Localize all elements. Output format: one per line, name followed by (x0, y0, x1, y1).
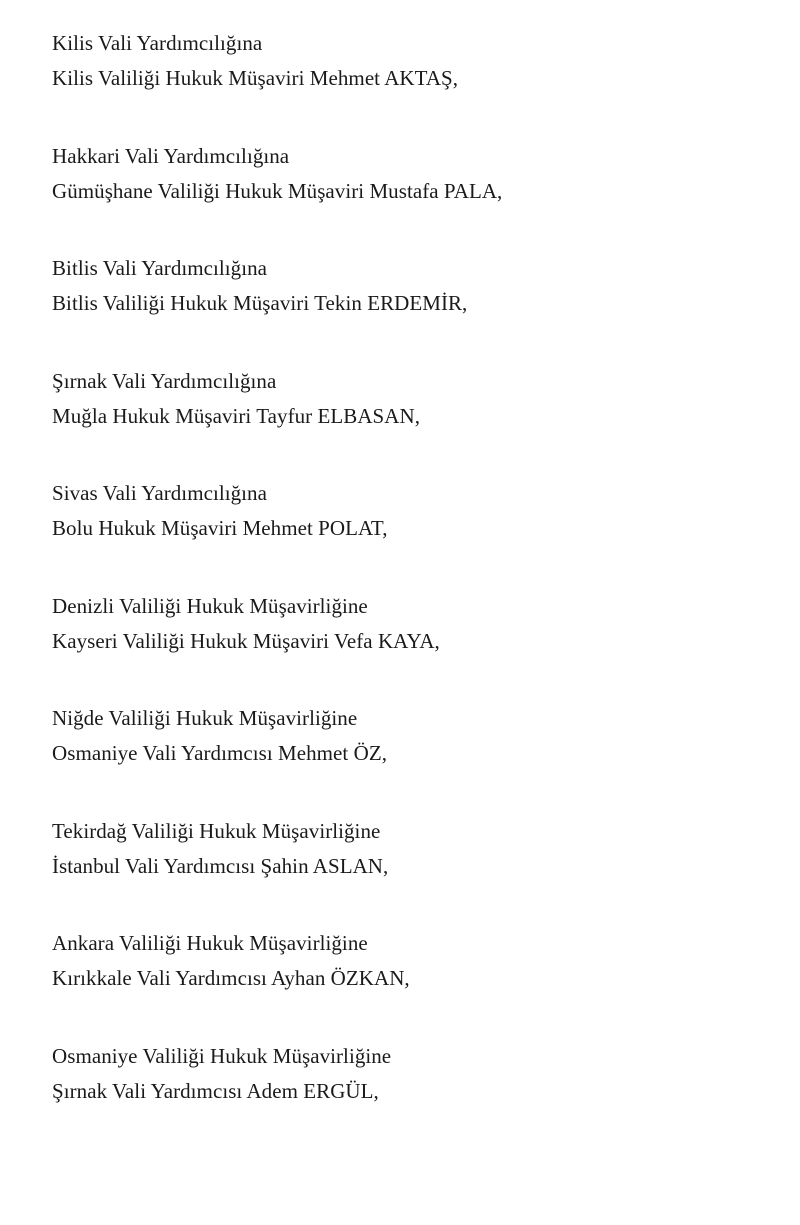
appointment-entry (52, 926, 772, 1039)
position-line: Hakkari Vali Yardımcılığına (52, 143, 290, 168)
appointment-entry (52, 26, 772, 139)
appointee-line: Kırıkkale Vali Yardımcısı Ayhan ÖZKAN, (52, 966, 410, 990)
position-line: Niğde Valiliği Hukuk Müşavirliğine (52, 706, 358, 730)
appointee-line: Kilis Valiliği Hukuk Müşaviri Mehmet AKTAŞ, (52, 66, 459, 90)
position-line: Osmaniye Valiliği Hukuk Müşavirliğine (52, 1043, 392, 1068)
appointment-entry (52, 1039, 772, 1152)
position-line: Sivas Vali Yardımcılığına (52, 481, 267, 505)
position-line: Tekirdağ Valiliği Hukuk Müşavirliğine (52, 818, 381, 843)
position-line: Ankara Valiliği Hukuk Müşavirliğine (52, 931, 368, 955)
appointment-entry (52, 589, 772, 702)
appointee-line: Muğla Hukuk Müşaviri Tayfur ELBASAN, (52, 403, 420, 428)
position-line: Bitlis Vali Yardımcılığına (52, 256, 268, 280)
position-line: Şırnak Vali Yardımcılığına (52, 368, 277, 393)
appointment-entry (52, 814, 772, 927)
appointment-entry (52, 701, 772, 814)
appointment-list (52, 26, 772, 1151)
appointee-line: Şırnak Vali Yardımcısı Adem ERGÜL, (52, 1078, 379, 1103)
appointment-entry (52, 251, 772, 364)
appointee-line: İstanbul Vali Yardımcısı Şahin ASLAN, (52, 853, 389, 878)
appointee-line: Bitlis Valiliği Hukuk Müşaviri Tekin ERDEMİR, (52, 291, 468, 315)
appointment-entry (52, 476, 772, 589)
appointee-line: Osmaniye Vali Yardımcısı Mehmet ÖZ, (52, 741, 388, 765)
appointee-line: Gümüşhane Valiliği Hukuk Müşaviri Mustafa PALA, (52, 178, 503, 203)
appointee-line: Kayseri Valiliği Hukuk Müşaviri Vefa KAYA, (52, 628, 440, 653)
appointment-entry (52, 364, 772, 477)
position-line: Denizli Valiliği Hukuk Müşavirliğine (52, 593, 368, 618)
position-line: Kilis Vali Yardımcılığına (52, 31, 263, 55)
appointment-entry (52, 139, 772, 252)
appointee-line: Bolu Hukuk Müşaviri Mehmet POLAT, (52, 516, 388, 540)
